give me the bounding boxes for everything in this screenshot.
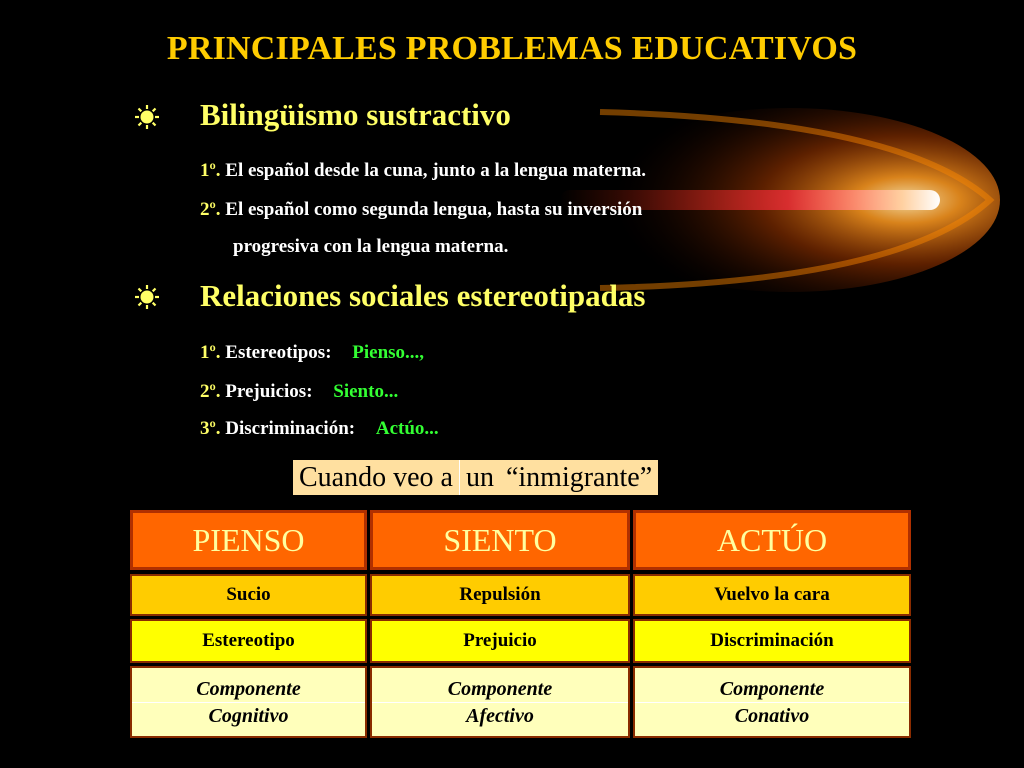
item-label: Discriminación: [225, 418, 356, 439]
table-cell: Vuelvo la cara [633, 574, 911, 616]
table-cell: Repulsión [370, 574, 630, 616]
item-number: 1º. [200, 342, 221, 363]
component-type: Cognitivo [208, 704, 289, 727]
table-cell: Estereotipo [130, 619, 367, 663]
item-number: 3º. [200, 418, 221, 439]
section1-item-1 [200, 160, 646, 182]
banner-part-2: un [465, 461, 494, 493]
item-text: El español como segunda lengua, hasta su inversión [225, 199, 643, 220]
item-number: 2º. [200, 199, 221, 220]
component-label: Componente [719, 677, 825, 700]
item-number: 2º. [200, 381, 221, 402]
sun-bullet-icon [134, 284, 160, 310]
section2-item-2 [200, 381, 398, 403]
sun-bullet-icon [134, 104, 160, 130]
table-cell: Sucio [130, 574, 367, 616]
item-label: Prejuicios: [225, 381, 313, 402]
table-cell: Prejuicio [370, 619, 630, 663]
component-type: Conativo [734, 704, 810, 727]
component-label: Componente [447, 677, 553, 700]
item-example: Siento... [333, 381, 399, 402]
table-header-actuo: ACTÚO [633, 510, 911, 570]
table-cell-component [633, 666, 911, 738]
item-example: Pienso..., [352, 342, 425, 363]
section2-item-3 [200, 418, 439, 440]
item-example: Actúo... [375, 418, 439, 439]
section1-item-2 [200, 199, 642, 221]
item-number: 1º. [200, 160, 221, 181]
section2-heading: Relaciones sociales estereotipadas [200, 278, 646, 313]
section1-item-2-continued [233, 236, 508, 258]
table-header-siento: SIENTO [370, 510, 630, 570]
item-text: progresiva con la lengua materna. [233, 236, 509, 257]
table-header-pienso: PIENSO [130, 510, 367, 570]
banner-part-3: “inmigrante” [505, 461, 653, 493]
page-title: PRINCIPALES PROBLEMAS EDUCATIVOS [166, 30, 858, 67]
component-type: Afectivo [466, 704, 534, 727]
component-label: Componente [196, 677, 301, 700]
item-text: El español desde la cuna, junto a la lengua materna. [225, 160, 646, 181]
section2-item-1 [200, 342, 424, 364]
section1-heading: Bilingüismo sustractivo [200, 97, 511, 132]
banner-part-1: Cuando veo a [299, 461, 453, 493]
banner-caption [293, 460, 658, 495]
table-cell-component [370, 666, 630, 738]
table-cell: Discriminación [633, 619, 911, 663]
table-cell-component [130, 666, 367, 738]
item-label: Estereotipos: [225, 342, 332, 363]
